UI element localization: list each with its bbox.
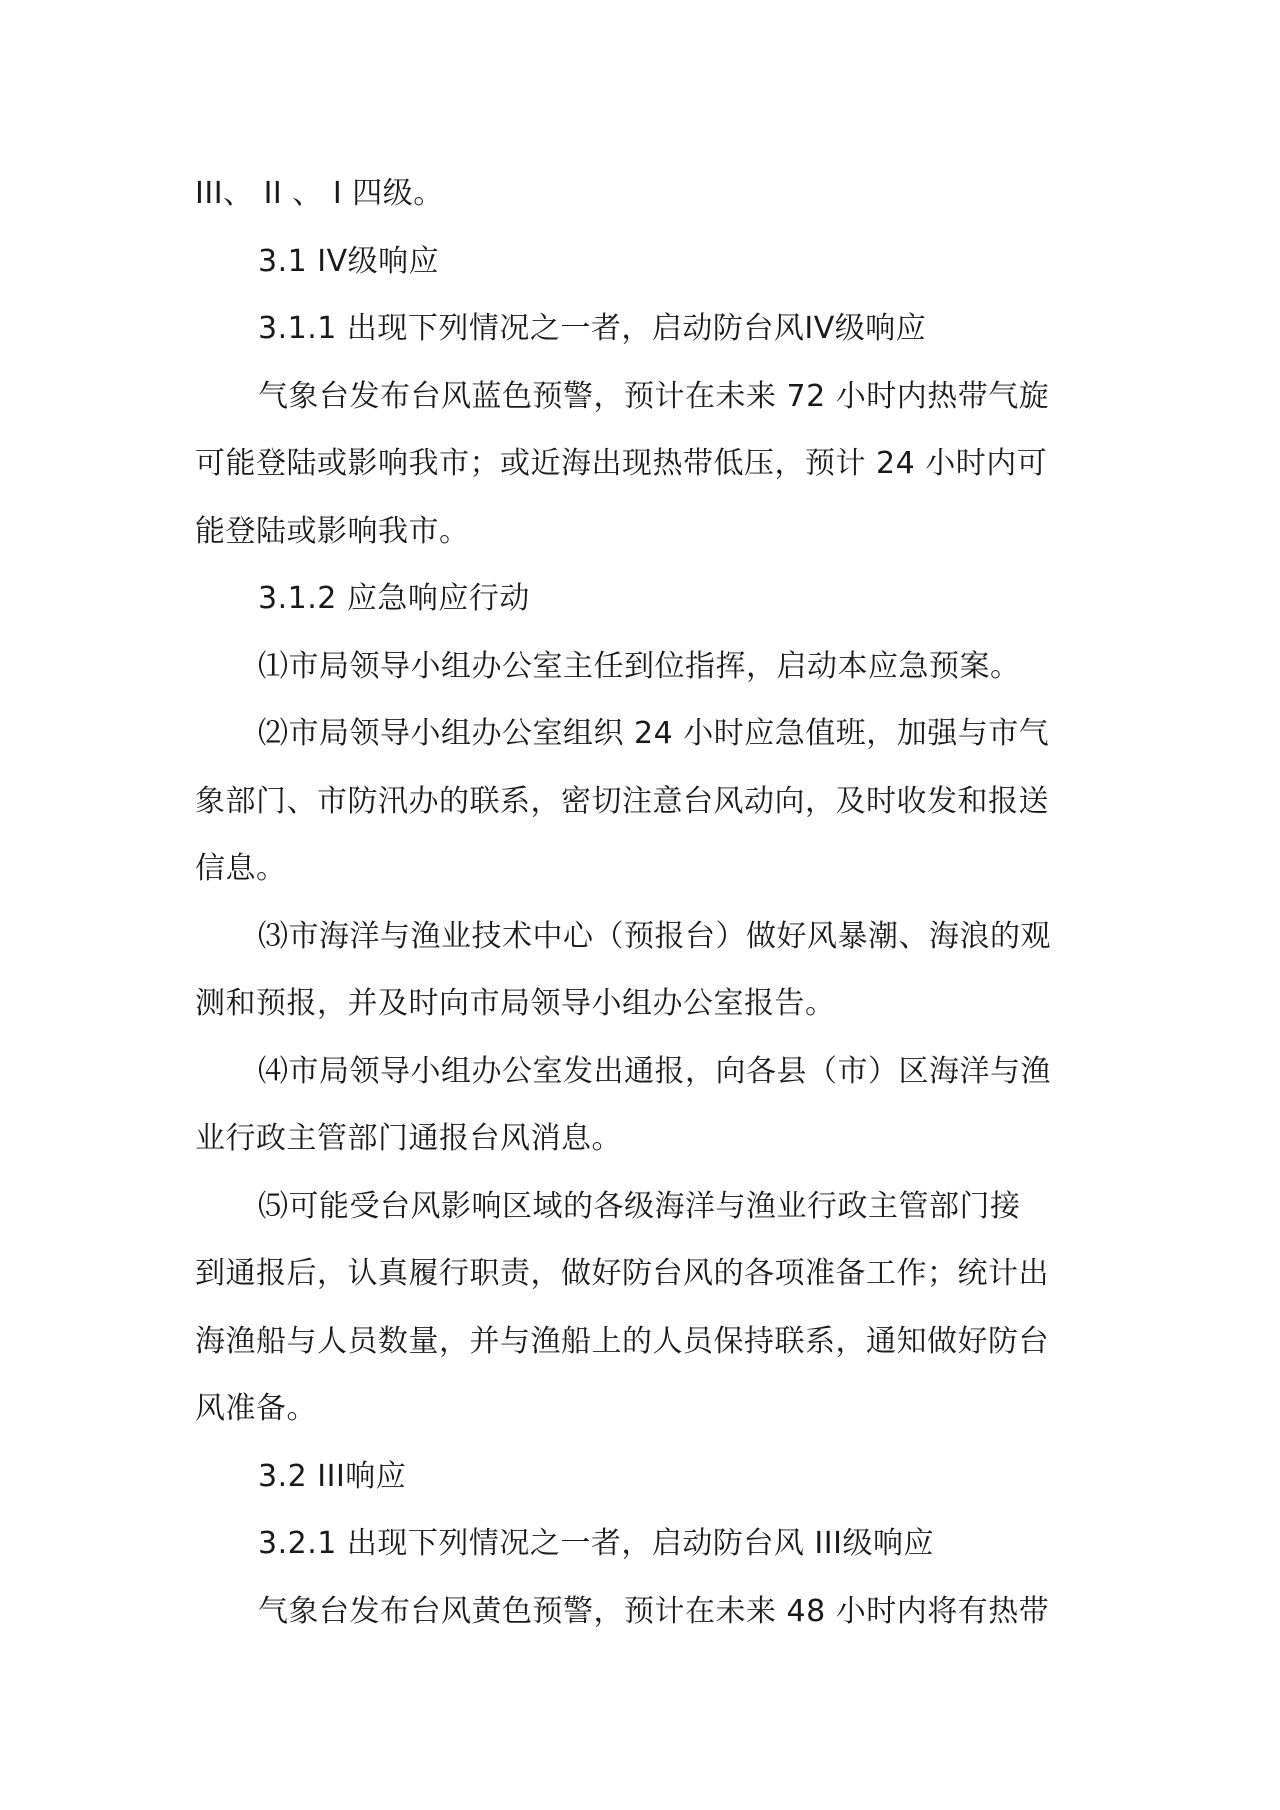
section-heading-3-2-1: 3.2.1 出现下列情况之一者，启动防台风 III级响应 — [258, 1526, 934, 1561]
text-line: 业行政主管部门通报台风消息。 — [195, 1121, 622, 1156]
text-line: 能登陆或影响我市。 — [195, 513, 470, 549]
document-body — [195, 160, 1095, 1645]
text-line: III、 II 、 I 四级。 — [195, 176, 444, 211]
text-line: 象部门、市防汛办的联系，密切注意台风动向，及时收发和报送 — [195, 783, 1049, 819]
text-line: 可能登陆或影响我市；或近海出现热带低压，预计 24 小时内可 — [195, 446, 1048, 481]
text-line: 海渔船与人员数量，并与渔船上的人员保持联系，通知做好防台 — [195, 1323, 1049, 1359]
list-item-3: ⑶市海洋与渔业技术中心（预报台）做好风暴潮、海浪的观 — [258, 918, 1051, 954]
text-line: 风准备。 — [195, 1391, 317, 1426]
text-line: 气象台发布台风蓝色预警，预计在未来 72 小时内热带气旋 — [258, 378, 1050, 414]
section-heading-3-1-2: 3.1.2 应急响应行动 — [258, 581, 530, 616]
list-item-4: ⑷市局领导小组办公室发出通报，向各县（市）区海洋与渔 — [258, 1053, 1051, 1089]
section-heading-3-1: 3.1 IV级响应 — [258, 243, 440, 279]
list-item-1: ⑴市局领导小组办公室主任到位指挥，启动本应急预案。 — [258, 648, 1021, 684]
section-heading-3-1-1: 3.1.1 出现下列情况之一者，启动防台风IV级响应 — [258, 311, 927, 346]
text-line: 信息。 — [195, 851, 287, 886]
text-line: 测和预报，并及时向市局领导小组办公室报告。 — [195, 986, 836, 1021]
text-line: 气象台发布台风黄色预警，预计在未来 48 小时内将有热带 — [258, 1593, 1050, 1629]
text-line: 到通报后，认真履行职责，做好防台风的各项准备工作；统计出 — [195, 1256, 1049, 1291]
list-item-2: ⑵市局领导小组办公室组织 24 小时应急值班，加强与市气 — [258, 716, 1050, 751]
section-heading-3-2: 3.2 III响应 — [258, 1458, 407, 1494]
list-item-5: ⑸可能受台风影响区域的各级海洋与渔业行政主管部门接 — [258, 1188, 1021, 1224]
